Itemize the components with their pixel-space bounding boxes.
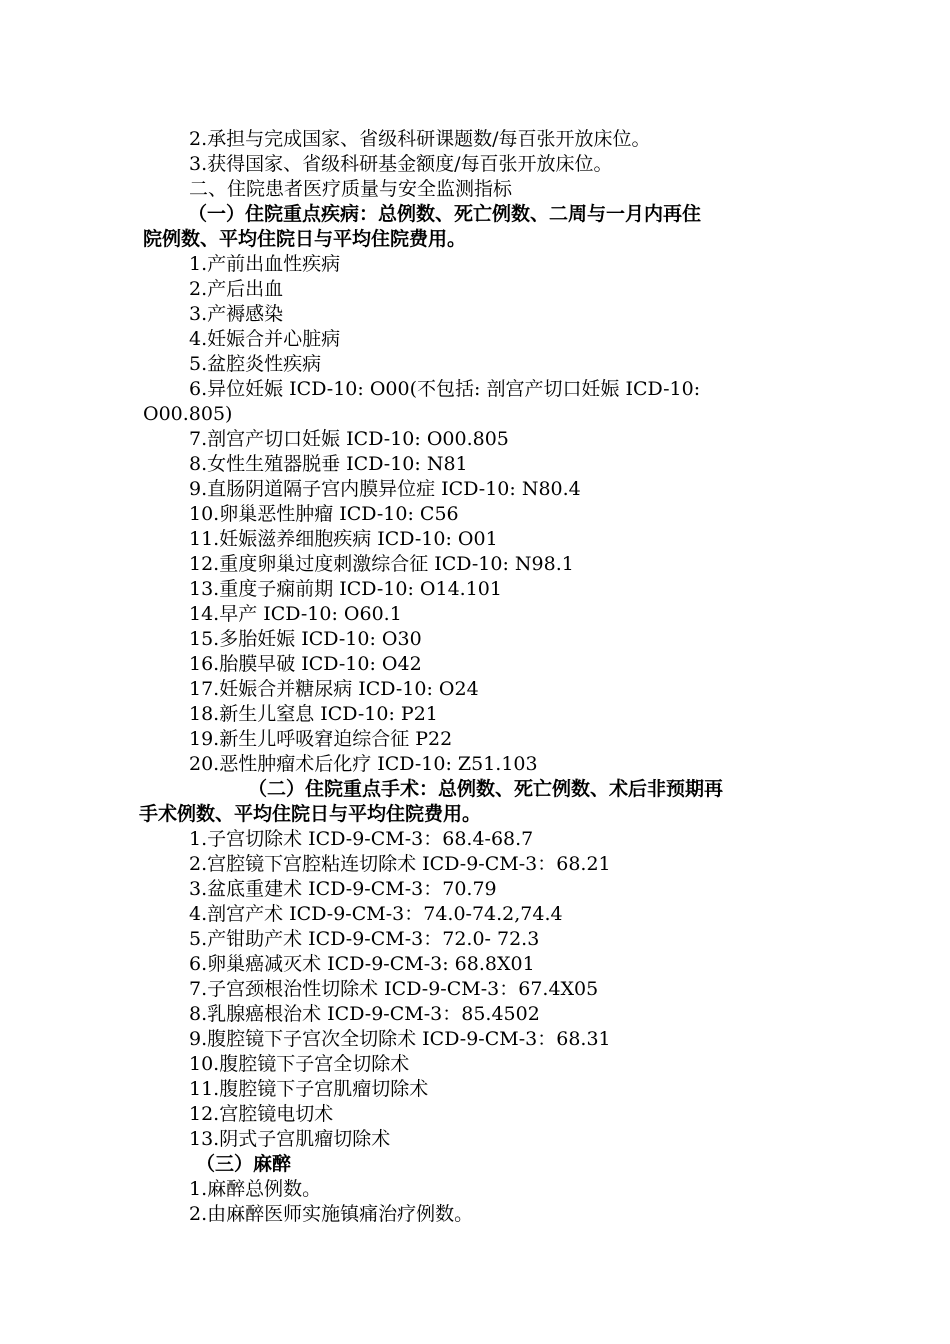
list-item: 8.女性生殖器脱垂 ICD-10: N81 (189, 453, 468, 475)
section2-heading-cont: 手术例数、平均住院日与平均住院费用。 (139, 803, 482, 825)
list-item: 6.异位妊娠 ICD-10: O00(不包括: 剖宫产切口妊娠 ICD-10: (189, 378, 701, 400)
list-item: 7.剖宫产切口妊娠 ICD-10: O00.805 (189, 428, 509, 450)
section2-heading: （二）住院重点手术：总例数、死亡例数、术后非预期再 (248, 778, 724, 800)
list-item: 5.盆腔炎性疾病 (189, 353, 322, 375)
list-item: 19.新生儿呼吸窘迫综合征 P22 (189, 728, 453, 750)
section3-heading: （三）麻醉 (196, 1153, 292, 1175)
list-item: 11.腹腔镜下子宫肌瘤切除术 (189, 1078, 429, 1100)
intro-line: 2.承担与完成国家、省级科研课题数/每百张开放床位。 (189, 128, 651, 150)
list-item: 8.乳腺癌根治术 ICD-9-CM-3：85.4502 (189, 1003, 540, 1025)
list-item: 1.子宫切除术 ICD-9-CM-3：68.4-68.7 (189, 828, 534, 850)
list-item: 4.剖宫产术 ICD-9-CM-3：74.0-74.2,74.4 (189, 903, 563, 925)
list-item: 16.胎膜早破 ICD-10: O42 (189, 653, 422, 675)
list-item: 20.恶性肿瘤术后化疗 ICD-10: Z51.103 (189, 753, 538, 775)
section1-heading: （一）住院重点疾病：总例数、死亡例数、二周与一月内再住 (188, 203, 702, 225)
list-item: 9.腹腔镜下子宫次全切除术 ICD-9-CM-3：68.31 (189, 1028, 611, 1050)
list-item: 6.卵巢癌减灭术 ICD-9-CM-3: 68.8X01 (189, 953, 535, 975)
list-item: 2.由麻醉医师实施镇痛治疗例数。 (189, 1203, 474, 1225)
list-item: 12.重度卵巢过度刺激综合征 ICD-10: N98.1 (189, 553, 574, 575)
list-item: 5.产钳助产术 ICD-9-CM-3：72.0- 72.3 (189, 928, 540, 950)
list-item: 13.重度子痫前期 ICD-10: O14.101 (189, 578, 502, 600)
list-item: 3.盆底重建术 ICD-9-CM-3：70.79 (189, 878, 497, 900)
intro-line: 3.获得国家、省级科研基金额度/每百张开放床位。 (189, 153, 613, 175)
list-item: 10.卵巢恶性肿瘤 ICD-10: C56 (189, 503, 459, 525)
list-item: 14.早产 ICD-10: O60.1 (189, 603, 402, 625)
list-item: 10.腹腔镜下子宫全切除术 (189, 1053, 410, 1075)
list-item: 9.直肠阴道隔子宫内膜异位症 ICD-10: N80.4 (189, 478, 581, 500)
section-title: 二、住院患者医疗质量与安全监测指标 (189, 178, 513, 200)
list-item: 12.宫腔镜电切术 (189, 1103, 334, 1125)
list-item: 4.妊娠合并心脏病 (189, 328, 341, 350)
list-item: 2.产后出血 (189, 278, 284, 300)
list-item: 18.新生儿窒息 ICD-10: P21 (189, 703, 438, 725)
list-item-cont: O00.805) (143, 403, 233, 425)
list-item: 1.麻醉总例数。 (189, 1178, 322, 1200)
list-item: 11.妊娠滋养细胞疾病 ICD-10: O01 (189, 528, 498, 550)
list-item: 17.妊娠合并糖尿病 ICD-10: O24 (189, 678, 479, 700)
list-item: 7.子宫颈根治性切除术 ICD-9-CM-3：67.4X05 (189, 978, 599, 1000)
list-item: 15.多胎妊娠 ICD-10: O30 (189, 628, 422, 650)
list-item: 2.宫腔镜下宫腔粘连切除术 ICD-9-CM-3：68.21 (189, 853, 611, 875)
list-item: 13.阴式子宫肌瘤切除术 (189, 1128, 391, 1150)
section1-heading-cont: 院例数、平均住院日与平均住院费用。 (143, 228, 467, 250)
list-item: 1.产前出血性疾病 (189, 253, 341, 275)
list-item: 3.产褥感染 (189, 303, 284, 325)
